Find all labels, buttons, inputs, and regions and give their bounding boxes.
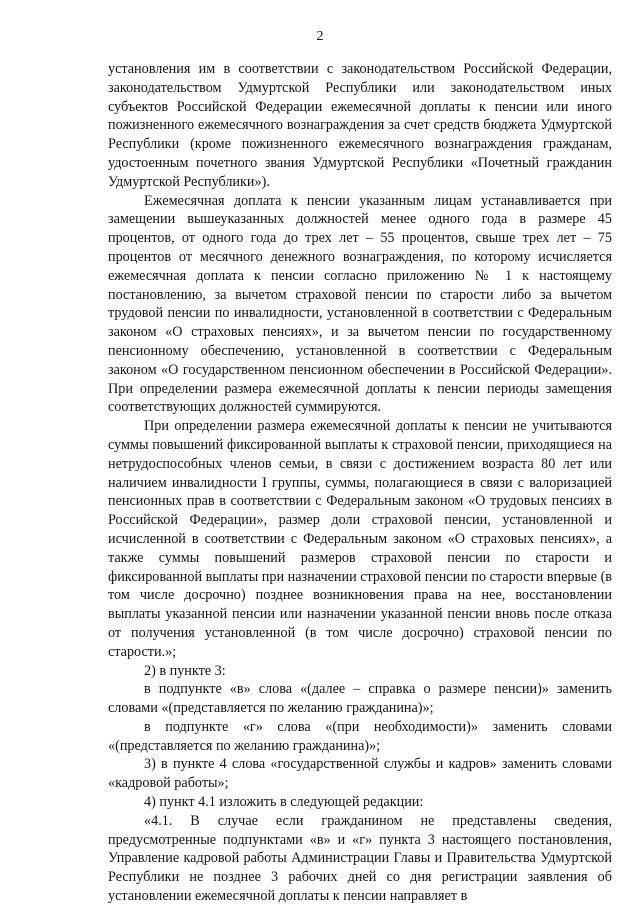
paragraph-item-3: 3) в пункте 4 слова «государственной службы и кадров» заменить словами «кадровой работы»; — [108, 756, 612, 792]
paragraph-subitem-v: в подпункте «в» слова «(далее – справка о размере пенсии)» заменить словами «(представляется по желанию гражданина)»; — [108, 681, 612, 717]
paragraph-excluded-sums: При определении размера ежемесячной доплаты к пенсии не учитываются суммы повышений фиксированной выплаты к страховой пенсии, приходящиеся на нетрудоспособных членов семьи, в связи с достижением возраста 80 лет или наличием инвалидности I группы, суммы, полагающиеся в связи с валоризацией пенсионных прав в соответствии с Федеральным законом «О трудовых пенсиях в Российской Федерации», размер доли страховой пенсии, установленной и исчисленной в соответствии с Федеральным законом «О страховых пенсиях», а также суммы повышений размеров страховой пенсии по старости и фиксированной выплаты при назначении страховой пенсии по старости впервые (в том числе досрочно) позднее возникновения права на нее, восстановлении выплаты указанной пенсии или назначении указанной пенсии вновь после отказа от получения установленной (в том числе досрочно) страховой пенсии по старости.»; — [108, 418, 612, 660]
paragraph-supplement-amount: Ежемесячная доплата к пенсии указанным лицам устанавливается при замещении вышеуказанных должностей менее одного года в размере 45 процентов, от одного года до трех лет – 55 процентов, свыше трех лет – 75 процентов от месячного денежного вознаграждения, по которому исчисляется ежемесячная доплата к пенсии согласно приложению № 1 к настоящему постановлению, за вычетом страховой пенсии по старости либо за вычетом трудовой пенсии по инвалидности, установленной в соответствии с Федеральным законом «О страховых пенсиях», и за вычетом пенсии по государственному пенсионному обеспечению, установленной в соответствии с Федеральным законом «О государственном пенсионном обеспечении в Российской Федерации». При определении размера ежемесячной доплаты к пенсии периоды замещения соответствующих должностей суммируются. — [108, 192, 612, 416]
page-number: 2 — [316, 29, 324, 44]
paragraph-clause-4-1: «4.1. В случае если гражданином не представлены сведения, предусмотренные подпунктами «в» и «г» пункта 3 настоящего постановления, Управление кадровой работы Администрации Главы и Правительства Удмуртской Республики не позднее 3 рабочих дней со дня регистрации заявления об установлении ежемесячной доплаты к пенсии направляет в — [108, 812, 612, 905]
paragraph-item-4: 4) пункт 4.1 изложить в следующей редакции: — [144, 794, 424, 811]
document-body — [108, 60, 612, 906]
paragraph-item-2: 2) в пункте 3: — [144, 662, 226, 679]
paragraph-subitem-g: в подпункте «г» слова «(при необходимости)» заменить словами «(представляется по желанию гражданина)»; — [108, 718, 612, 754]
paragraph-continuation: установления им в соответствии с законодательством Российской Федерации, законодательством Удмуртской Республики или законодательством иных субъектов Российской Федерации ежемесячной доплаты к пенсии или иного пожизненного ежемесячного вознаграждения за счет средств бюджета Удмуртской Республики (кроме пожизненного ежемесячного вознаграждения гражданам, удостоенным почетного звания Удмуртской Республики «Почетный гражданин Удмуртской Республики»). — [108, 61, 612, 190]
